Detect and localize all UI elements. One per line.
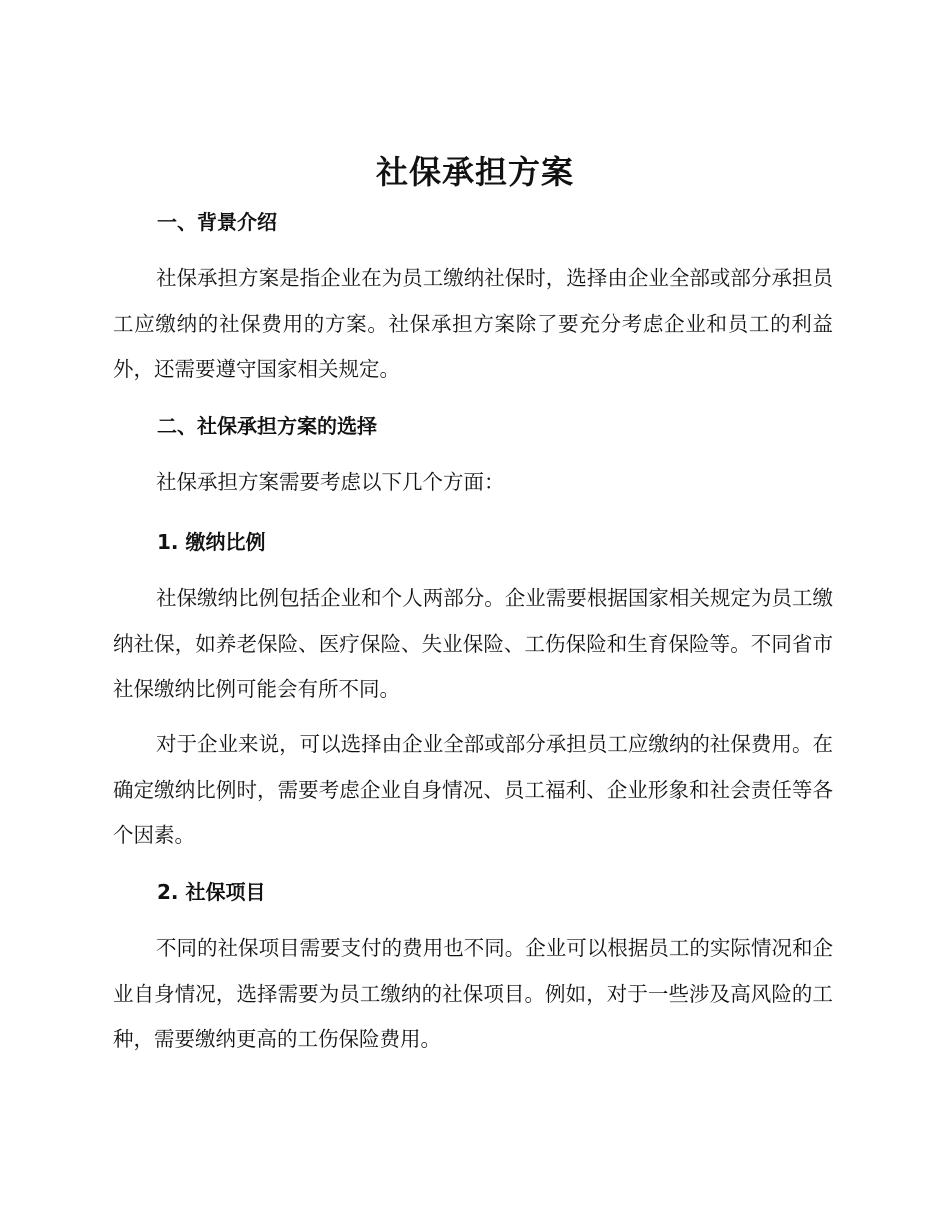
paragraph-selection-intro: 社保承担方案需要考虑以下几个方面： [156,470,505,494]
paragraph-insurance-items: 不同的社保项目需要支付的费用也不同。企业可以根据员工的实际情况和企业自身情况，选择需要为员工缴纳的社保项目。例如，对于一些涉及高风险的工种，需要缴纳更高的工伤保险费用。 [113,936,833,1051]
paragraph-background-intro: 社保承担方案是指企业在为员工缴纳社保时，选择由企业全部或部分承担员工应缴纳的社保费用的方案。社保承担方案除了要充分考虑企业和员工的利益外，还需要遵守国家相关规定。 [113,266,833,381]
subsection-heading-insurance-items: 2. 社保项目 [157,880,266,904]
subsection-heading-contribution-ratio: 1. 缴纳比例 [157,530,266,554]
section-heading-plan-selection: 二、社保承担方案的选择 [157,414,377,438]
section-heading-background: 一、背景介绍 [157,210,277,234]
paragraph-contribution-ratio-1: 社保缴纳比例包括企业和个人两部分。企业需要根据国家相关规定为员工缴纳社保，如养老保险、医疗保险、失业保险、工伤保险和生育保险等。不同省市社保缴纳比例可能会有所不同。 [113,586,833,701]
document-title: 社保承担方案 [375,153,574,191]
paragraph-contribution-ratio-2: 对于企业来说，可以选择由企业全部或部分承担员工应缴纳的社保费用。在确定缴纳比例时，需要考虑企业自身情况、员工福利、企业形象和社会责任等各个因素。 [113,732,833,847]
